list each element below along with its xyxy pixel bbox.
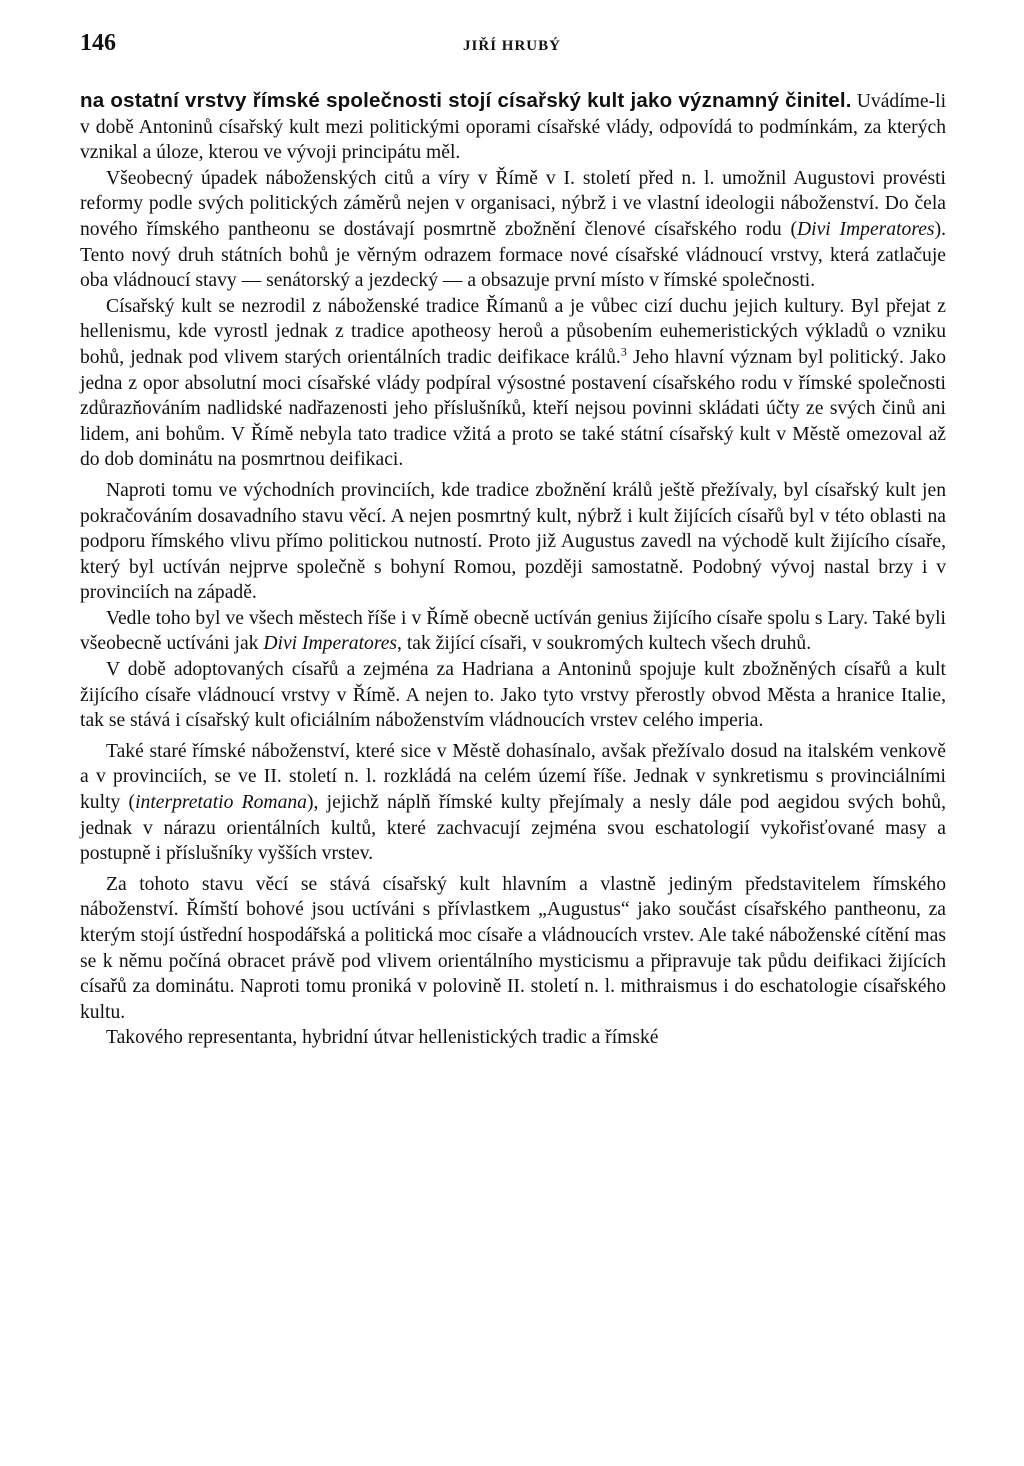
paragraph-2-text-a: Všeobecný úpadek náboženských citů a víry v Římě v I. století před n. l. umožnil Augustovi provésti reformy podle svých politických záměrů nejen v organisaci, nýbrž i ve vlastní ideologii náboženství. Do čela nového římského pantheonu se dostávají posmrtně zbožnění členové císařského rodu (: [80, 167, 946, 240]
paragraph-5-italic: Divi Imperatores: [263, 633, 398, 655]
paragraph-5: [80, 606, 946, 657]
paragraph-1-text: Uvádíme-li v době Antoninů císařský kult mezi politickými oporami císařské vlády, odpovídá to podmínkám, za kterých vznikal a úloze, kterou ve vývoji principátu měl.: [80, 91, 947, 164]
paragraph-6-text: V době adoptovaných císařů a zejména za Hadriana a Antoninů spojuje kult zbožněných císařů a kult žijícího císaře vládnoucí vrstvy v Římě. A nejen to. Jako tyto vrstvy přerostly obvod Města a hranice Italie, tak se stává i císařský kult oficiálním náboženstvím vládnoucích vrstev celého imperia.: [80, 659, 946, 732]
paragraph-3: [80, 294, 946, 473]
paragraph-4-text: Naproti tomu ve východních provinciích, kde tradice zbožnění králů ještě přežívaly, byl císařský kult jen pokračováním dosavadního stavu věcí. A nejen posmrtný kult, nýbrž i kult žijících císařů byl v této oblasti na podporu římského vlivu přímo politickou nutností. Proto již Augustus zavedl na východě kult žijícího císaře, který byl uctíván nejprve společně s bohyní Romou, později samostatně. Podobný vývoj nastal brzy i v provinciích na západě.: [80, 479, 946, 604]
paragraph-7-text-c: ), jejichž náplň římské kulty přejímaly a nesly dále pod aegidou svých bohů, jednak v nárazu orientálních kultů, které zachvacují zejména svou eschatologií vykořisťované masy a postupně i příslušníky vyšších vrstev.: [80, 792, 946, 865]
paragraph-9: [80, 1025, 946, 1051]
paragraph-3-text-b: Jeho hlavní význam byl politický. Jako jedna z opor absolutní moci císařské vlády podpíral výsostné postavení císařského rodu v římské společnosti zdůrazňováním nadlidské nadřazenosti jeho příslušníků, kteří nejsou povinni skládati účty ze svých činů ani lidem, ani bohům. V Římě nebyla tato tradice vžitá a proto se také státní císařský kult v Městě omezoval až do dob dominátu na posmrtnou deifikaci.: [80, 346, 946, 471]
footnote-marker: 3: [620, 344, 627, 359]
paragraph-5-text-a: Vedle toho byl ve všech městech říše i v Římě obecně uctíván genius žijícího císaře spolu s Lary. Také byli všeobecně uctíváni jak: [80, 607, 946, 655]
paragraph-3-text-a: Císařský kult se nezrodil z náboženské tradice Římanů a je vůbec cizí duchu jejich kultury. Byl přejat z hellenismu, kde vyrostl jednak z tradice apotheosy heroů a působením euhemeristických výkladů o vzniku bohů, jednak pod vlivem starých orientálních tradic deifikace králů.: [80, 295, 946, 368]
paragraph-2-italic: Divi Imperatores: [796, 218, 935, 240]
paragraph-6: [80, 657, 946, 734]
paragraph-2-text-c: ). Tento nový druh státních bohů je věrným odrazem formace nové císařské vládnoucí vrstvy, která zatlačuje oba vládnoucí stavy — senátorský a jezdecký — a obsazuje první místo v římské společnosti.: [80, 218, 946, 292]
paragraph-2: [80, 166, 946, 294]
body-text: [80, 88, 946, 1051]
paragraph-7-italic: interpretatio Romana: [135, 792, 307, 814]
paragraph-7-text-a: Také staré římské náboženství, které sice v Městě dohasínalo, avšak přežívalo dosud na italském venkově a v provinciích, se ve II. století n. l. rozkládá na celém území říše. Jednak v synkretismu s provinciálními kulty (: [80, 740, 946, 814]
paragraph-4: [80, 478, 946, 606]
page-header: [80, 30, 944, 66]
paragraph-8: [80, 872, 946, 1026]
paragraph-1-lead: na ostatní vrstvy římské společnosti stojí císařský kult jako významný činitel.: [80, 89, 852, 112]
paragraph-8-text: Za tohoto stavu věcí se stává císařský kult hlavním a vlastně jediným představitelem římského náboženství. Římští bohové jsou uctíváni s přívlastkem „Augustus“ jako součást císařského pantheonu, za kterým stojí ústřední hospodářská a politická moc císaře a vládnoucích vrstev. Ale také náboženské cítění mas se k němu počíná obracet právě pod vlivem orientálního mysticismu a připravuje tak půdu deifikaci žijících císařů za dominátu. Naproti tomu proniká v polovině II. století n. l. mithraismus i do eschatologie císařského kultu.: [80, 873, 946, 1023]
paragraph-7: [80, 739, 946, 867]
running-head: JIŘÍ HRUBÝ: [463, 38, 561, 54]
paragraph-9-text: Takového representanta, hybridní útvar hellenistických tradic a římské: [106, 1027, 659, 1049]
page-number: 146: [80, 30, 116, 56]
paragraph-5-text-c: , tak žijící císaři, v soukromých kultech všech druhů.: [397, 633, 812, 655]
paragraph-1: [80, 88, 946, 166]
